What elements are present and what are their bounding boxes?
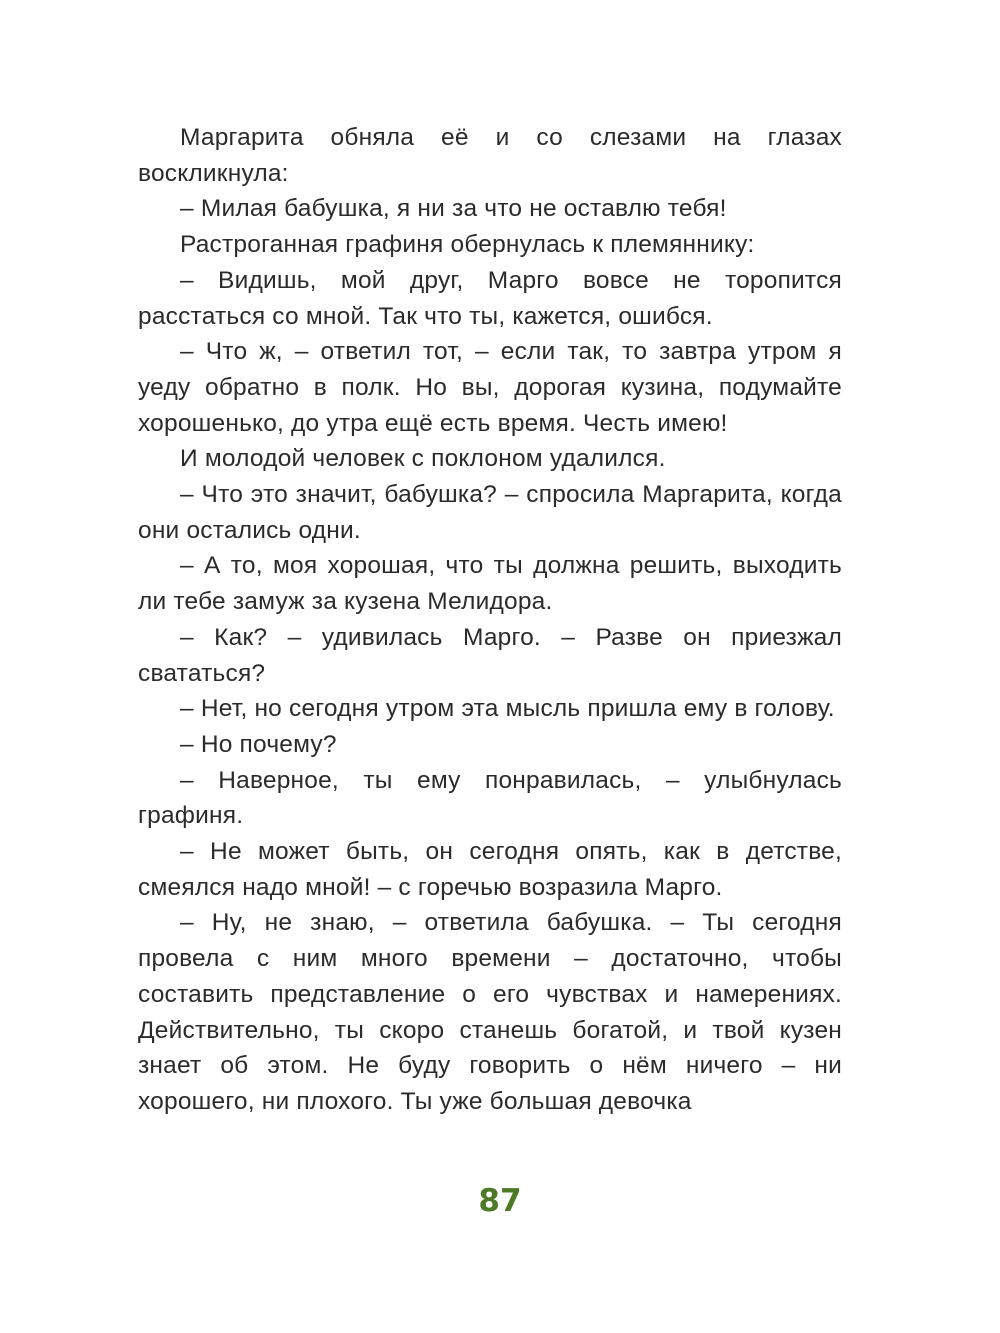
page-number: 87 bbox=[478, 1183, 522, 1219]
paragraph: – Как? – удивилась Марго. – Разве он приезжал свататься? bbox=[138, 623, 842, 687]
paragraph: Растроганная графиня обернулась к племяннику: bbox=[180, 231, 755, 259]
paragraph: – Ну, не знаю, – ответила бабушка. – Ты сегодня провела с ним много времени – достаточно, чтобы составить представление о его чувствах и намерениях. Действительно, ты скоро станешь богатой, и твой кузен знает об этом. Не буду говорить о нём ничего – ни хорошего, ни плохого. Ты уже большая девочка bbox=[138, 909, 842, 1115]
paragraph: – Видишь, мой друг, Марго вовсе не торопится расстаться со мной. Так что ты, кажется, ошибся. bbox=[138, 266, 842, 330]
paragraph: – Что ж, – ответил тот, – если так, то завтра утром я уеду обратно в полк. Но вы, дорогая кузина, подумайте хорошенько, до утра ещё есть время. Честь имею! bbox=[138, 338, 842, 437]
paragraph: – Наверное, ты ему понравилась, – улыбнулась графиня. bbox=[138, 766, 842, 830]
body-text bbox=[138, 120, 842, 1120]
paragraph: Маргарита обняла её и со слезами на глазах воскликнула: bbox=[138, 124, 842, 187]
paragraph: – А то, моя хорошая, что ты должна решить, выходить ли тебе замуж за кузена Мелидора. bbox=[138, 552, 842, 616]
paragraph: – Не может быть, он сегодня опять, как в детстве, смеялся надо мной! – с горечью возразила Марго. bbox=[138, 838, 842, 901]
paragraph: – Но почему? bbox=[180, 730, 337, 758]
paragraph: – Нет, но сегодня утром эта мысль пришла ему в голову. bbox=[180, 695, 835, 723]
paragraph: – Милая бабушка, я ни за что не оставлю тебя! bbox=[180, 195, 727, 223]
paragraph: – Что это значит, бабушка? – спросила Маргарита, когда они остались одни. bbox=[138, 481, 842, 544]
paragraph: И молодой человек с поклоном удалился. bbox=[180, 445, 666, 473]
